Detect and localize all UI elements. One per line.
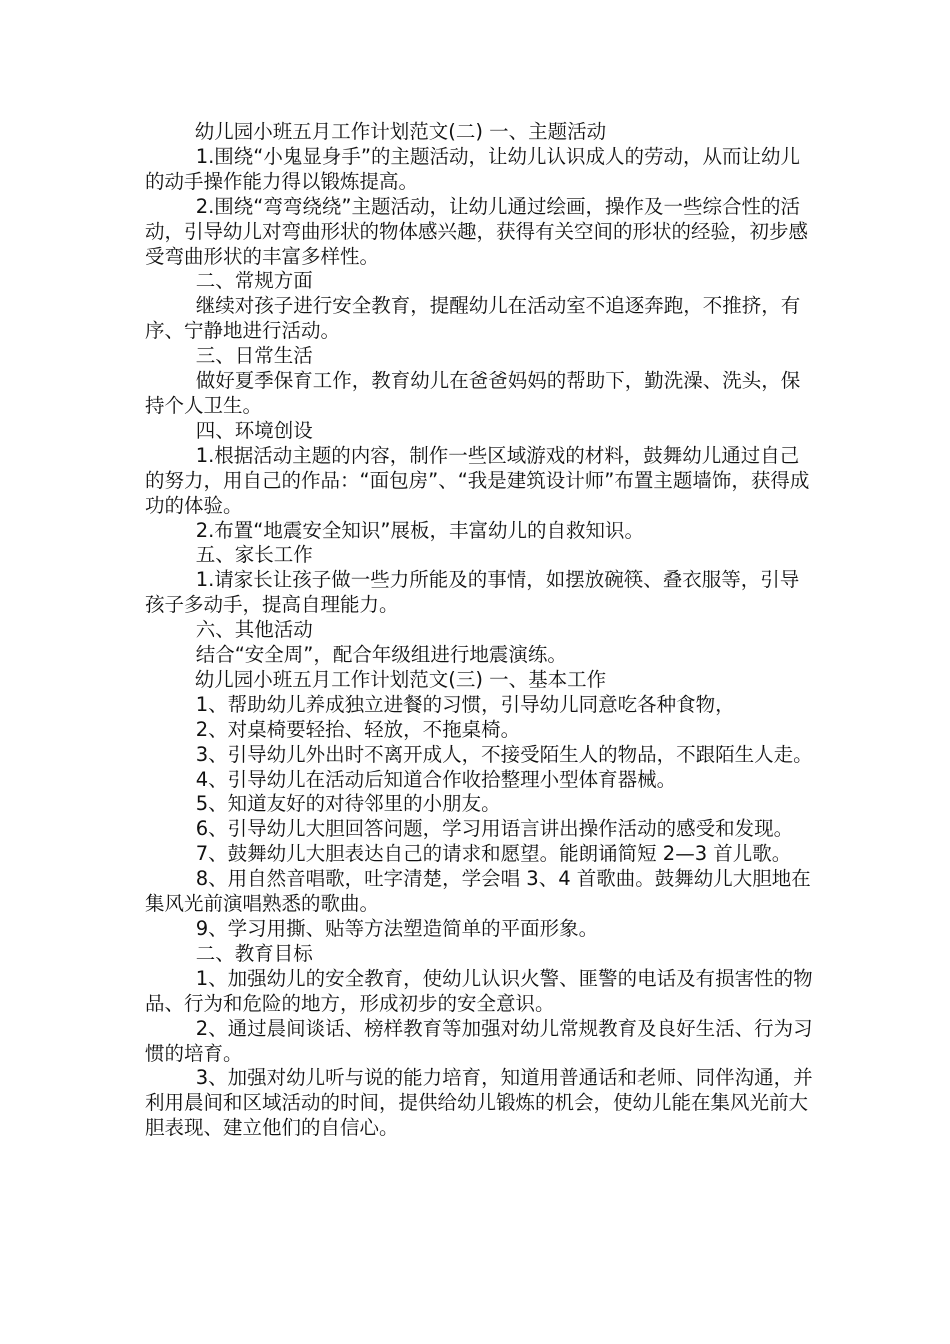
list-item: 4、引导幼儿在活动后知道合作收拾整理小型体育器械。: [195, 767, 677, 791]
list-item: 2、对桌椅要轻抬、轻放，不拖桌椅。: [195, 717, 521, 741]
paragraph: 1.根据活动主题的内容，制作一些区域游戏的材料，鼓舞幼儿通过自己的努力，用自己的作品：“面包房”、“我是建筑设计师”布置主题墙饰，获得成功的体验。: [145, 443, 810, 517]
list-item: 3、加强对幼儿听与说的能力培育，知道用普通话和老师、同伴沟通，并利用晨间和区域活动的时间，提供给幼儿锻炼的机会，使幼儿能在集风光前大胆表现、建立他们的自信心。: [145, 1066, 813, 1140]
section-heading: 六、其他活动: [195, 618, 313, 642]
list-item: 2、通过晨间谈话、榜样教育等加强对幼儿常规教育及良好生活、行为习惯的培育。: [145, 1016, 813, 1065]
list-item: 6、引导幼儿大胆回答问题，学习用语言讲出操作活动的感受和发现。: [195, 817, 794, 841]
list-item: 3、引导幼儿外出时不离开成人，不接受陌生人的物品，不跟陌生人走。: [195, 742, 813, 766]
section-heading: 二、教育目标: [195, 941, 313, 965]
list-item: 7、鼓舞幼儿大胆表达自己的请求和愿望。能朗诵简短 2—3 首儿歌。: [195, 842, 792, 866]
section-title-2: 幼儿园小班五月工作计划范文(二) 一、主题活动: [194, 120, 607, 143]
paragraph: 2.围绕“弯弯绕绕”主题活动，让幼儿通过绘画，操作及一些综合性的活动，引导幼儿对弯曲形状的物体感兴趣，获得有关空间的形状的经验，初步感受弯曲形状的丰富多样性。: [145, 194, 809, 268]
list-item: 8、用自然音唱歌，吐字清楚，学会唱 3、4 首歌曲。鼓舞幼儿大胆地在集风光前演唱熟悉的歌曲。: [145, 867, 811, 916]
section-heading: 三、日常生活: [195, 344, 313, 368]
list-item: 9、学习用撕、贴等方法塑造简单的平面形象。: [195, 917, 599, 940]
paragraph: 1.围绕“小鬼显身手”的主题活动，让幼儿认识成人的劳动，从而让幼儿的动手操作能力得以锻炼提高。: [145, 144, 800, 193]
list-item: 5、知道友好的对待邻里的小朋友。: [195, 792, 501, 816]
section-heading: 二、常规方面: [195, 269, 313, 293]
paragraph: 做好夏季保育工作，教育幼儿在爸爸妈妈的帮助下，勤洗澡、洗头，保持个人卫生。: [145, 369, 801, 417]
paragraph: 结合“安全周”，配合年级组进行地震演练。: [195, 643, 567, 667]
list-item: 1、加强幼儿的安全教育，使幼儿认识火警、匪警的电话及有损害性的物品、行为和危险的地方，形成初步的安全意识。: [145, 966, 813, 1015]
section-heading: 四、环境创设: [195, 418, 313, 442]
list-item: 1、帮助幼儿养成独立进餐的习惯，引导幼儿同意吃各种食物，: [195, 692, 735, 716]
section-heading: 五、家长工作: [195, 543, 313, 567]
section-title-3: 幼儿园小班五月工作计划范文(三) 一、基本工作: [194, 667, 607, 691]
paragraph: 1.请家长让孩子做一些力所能及的事情，如摆放碗筷、叠衣服等，引导孩子多动手，提高自理能力。: [145, 568, 800, 617]
document-body: [145, 120, 817, 1141]
paragraph: 2.布置“地震安全知识”展板，丰富幼儿的自救知识。: [195, 518, 644, 542]
paragraph: 继续对孩子进行安全教育，提醒幼儿在活动室不追逐奔跑，不推挤，有序、宁静地进行活动。: [145, 294, 801, 343]
